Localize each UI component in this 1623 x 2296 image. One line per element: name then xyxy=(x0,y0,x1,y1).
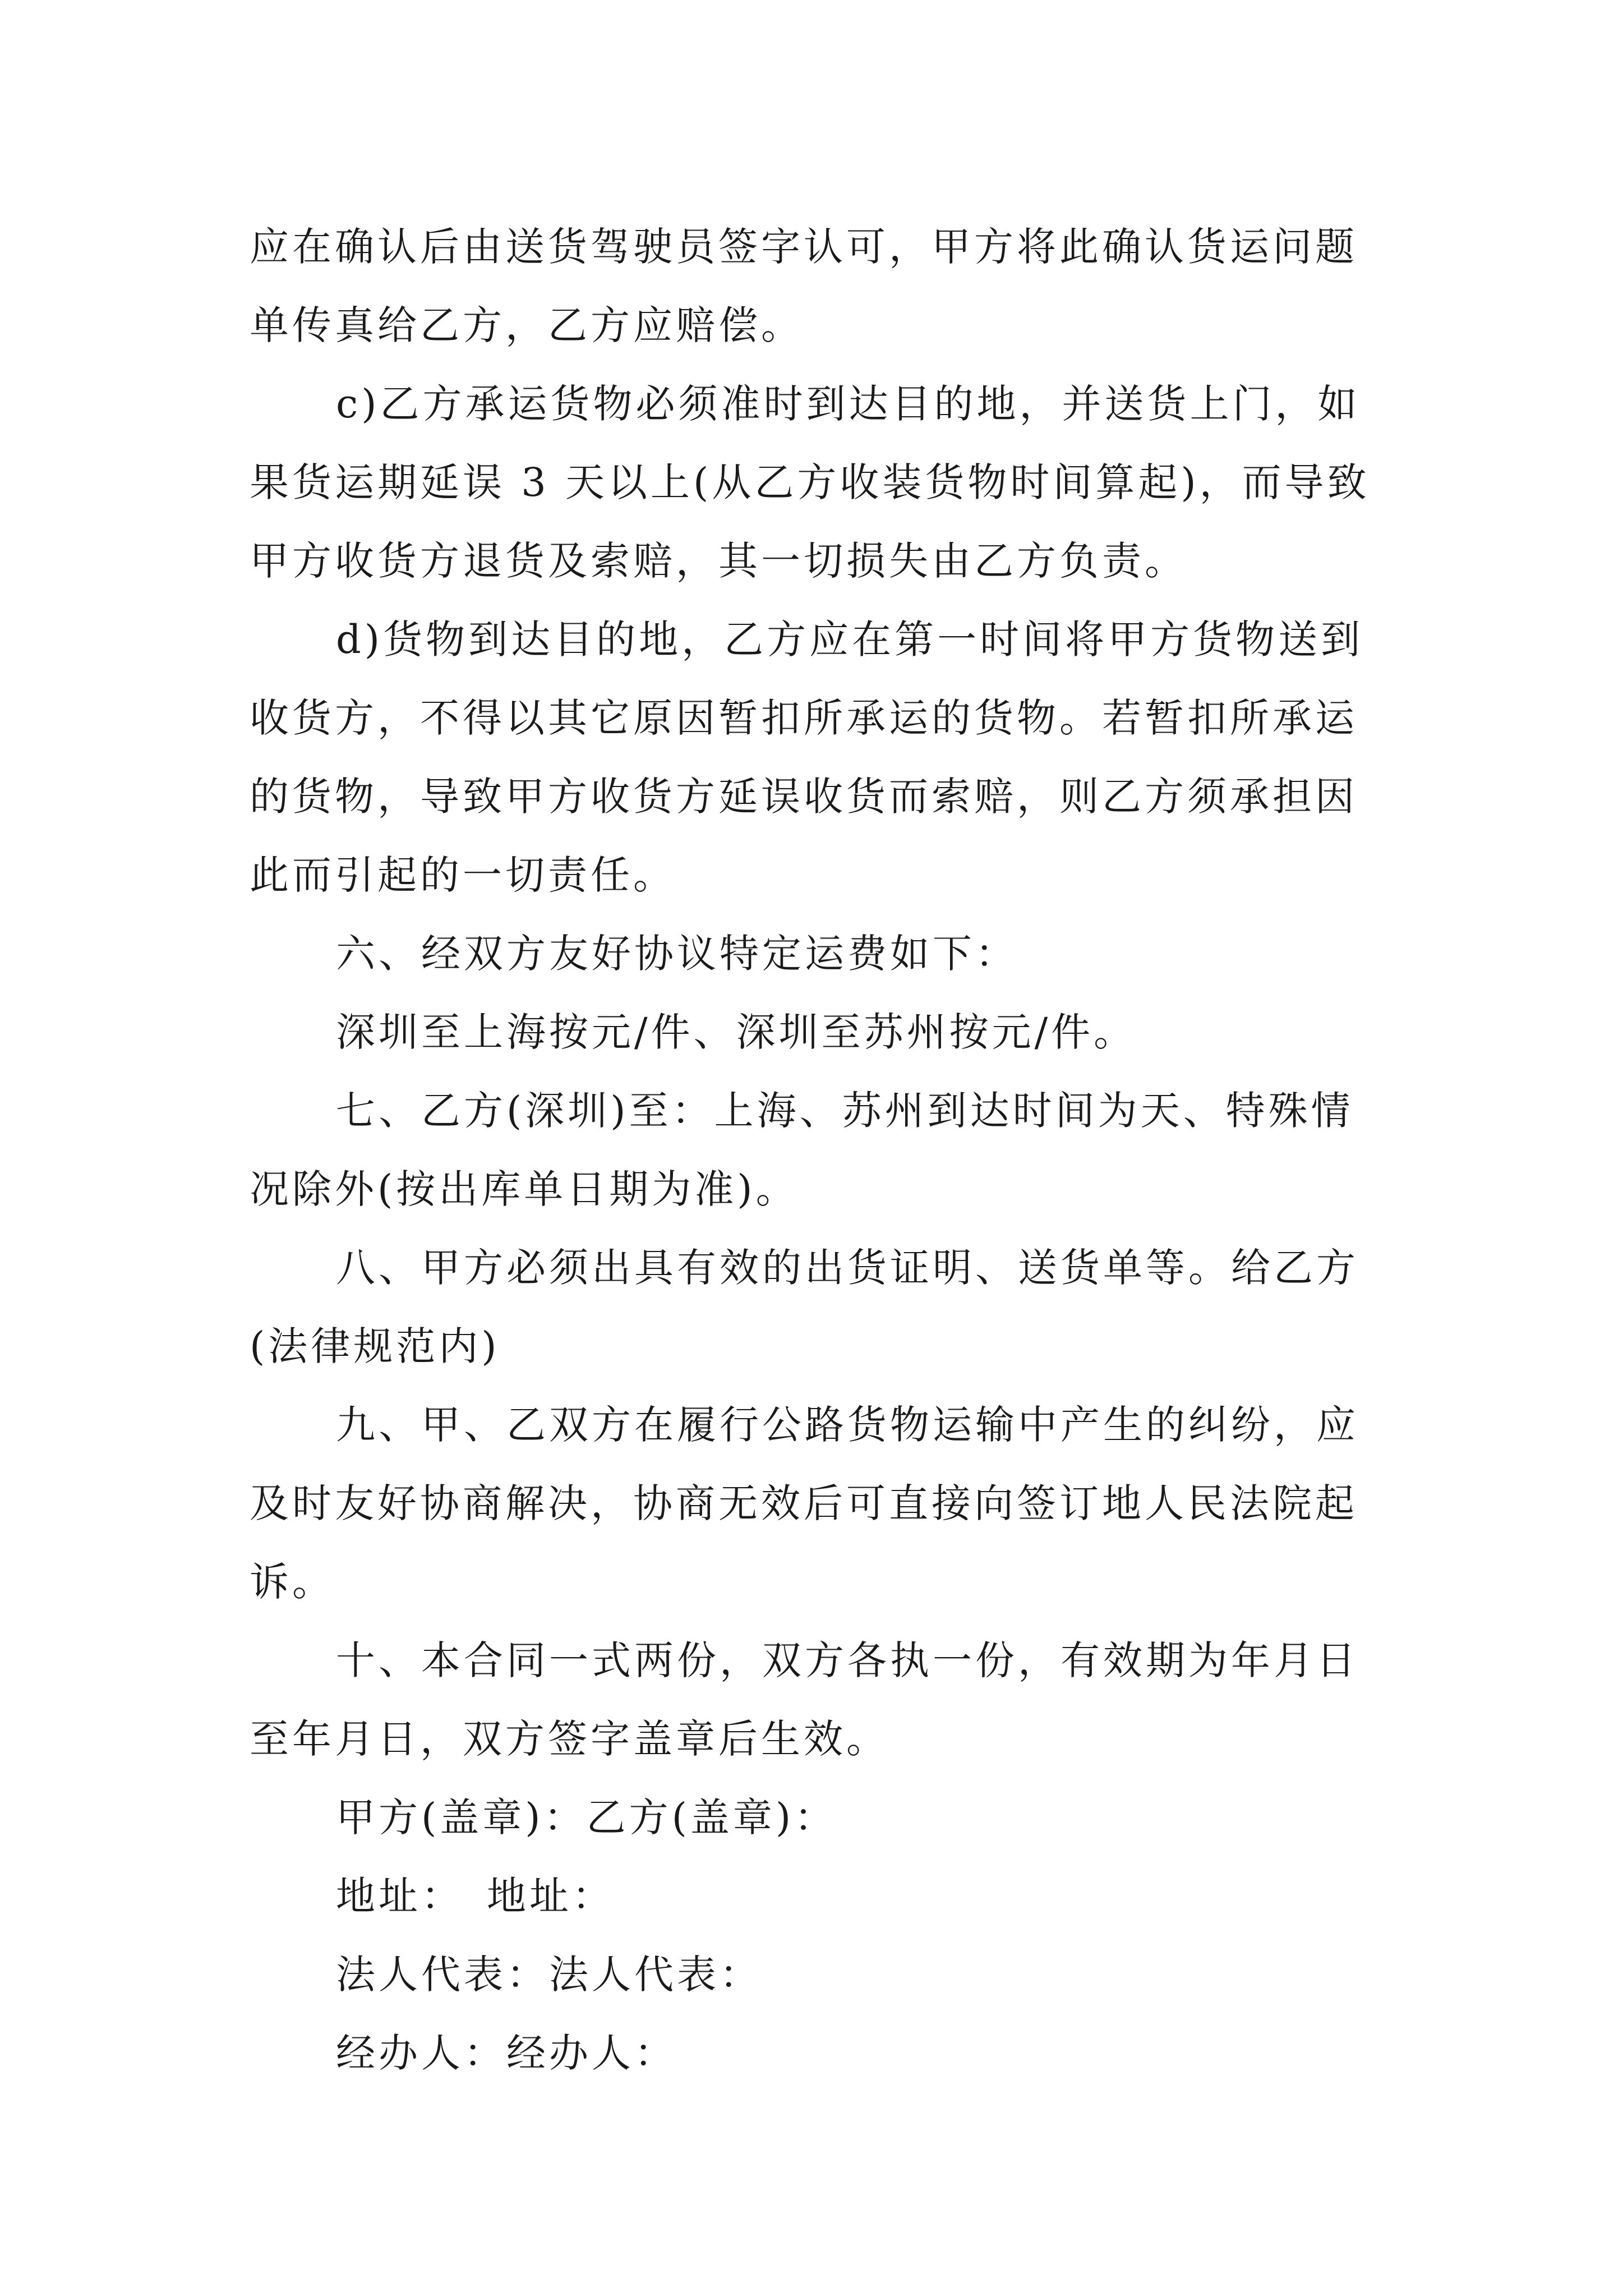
signature-address-line: 地址： 地址： xyxy=(336,1873,615,1919)
signature-legal-rep-line: 法人代表：法人代表： xyxy=(336,1952,762,1998)
clause-10-line: 十、本合同一式两份，双方各执一份，有效期为年月日 xyxy=(336,1637,1359,1683)
text-line: (法律规范内) xyxy=(250,1323,500,1369)
paragraph-c-line: c)乙方承运货物必须准时到达目的地，并送货上门，如 xyxy=(336,381,1361,427)
text-line: 况除外(按出库单日期为准)。 xyxy=(250,1166,799,1212)
clause-7-line: 七、乙方(深圳)至：上海、苏州到达时间为天、特殊情 xyxy=(336,1088,1354,1134)
text-line: 的货物，导致甲方收货方延误收货而索赔，则乙方须承担因 xyxy=(250,774,1358,820)
text-line: 果货运期延误 3 天以上(从乙方收装货物时间算起)，而导致 xyxy=(250,459,1370,505)
clause-8-line: 八、甲方必须出具有效的出货证明、送货单等。给乙方 xyxy=(336,1245,1359,1291)
signature-seal-line: 甲方(盖章)：乙方(盖章)： xyxy=(336,1795,837,1841)
text-line: 至年月日，双方签字盖章后生效。 xyxy=(250,1716,889,1762)
freight-rate-line: 深圳至上海按元/件、深圳至苏州按元/件。 xyxy=(336,1009,1137,1055)
text-line: 收货方，不得以其它原因暂扣所承运的货物。若暂扣所承运 xyxy=(250,695,1358,741)
paragraph-d-line: d)货物到达目的地，乙方应在第一时间将甲方货物送到 xyxy=(336,616,1364,662)
text-line: 甲方收货方退货及索赔，其一切损失由乙方负责。 xyxy=(250,538,1187,584)
clause-6-line: 六、经双方友好协议特定运费如下： xyxy=(336,931,1018,977)
document-body xyxy=(250,208,1394,2092)
text-line: 应在确认后由送货驾驶员签字认可，甲方将此确认货运问题 xyxy=(250,224,1358,270)
text-line: 此而引起的一切责任。 xyxy=(250,852,676,898)
text-line: 及时友好协商解决，协商无效后可直接向签订地人民法院起 xyxy=(250,1480,1358,1526)
text-line: 单传真给乙方，乙方应赔偿。 xyxy=(250,302,804,348)
clause-9-line: 九、甲、乙双方在履行公路货物运输中产生的纠纷，应 xyxy=(336,1402,1359,1448)
signature-handler-line: 经办人：经办人： xyxy=(336,2030,677,2076)
text-line: 诉。 xyxy=(250,1559,335,1605)
